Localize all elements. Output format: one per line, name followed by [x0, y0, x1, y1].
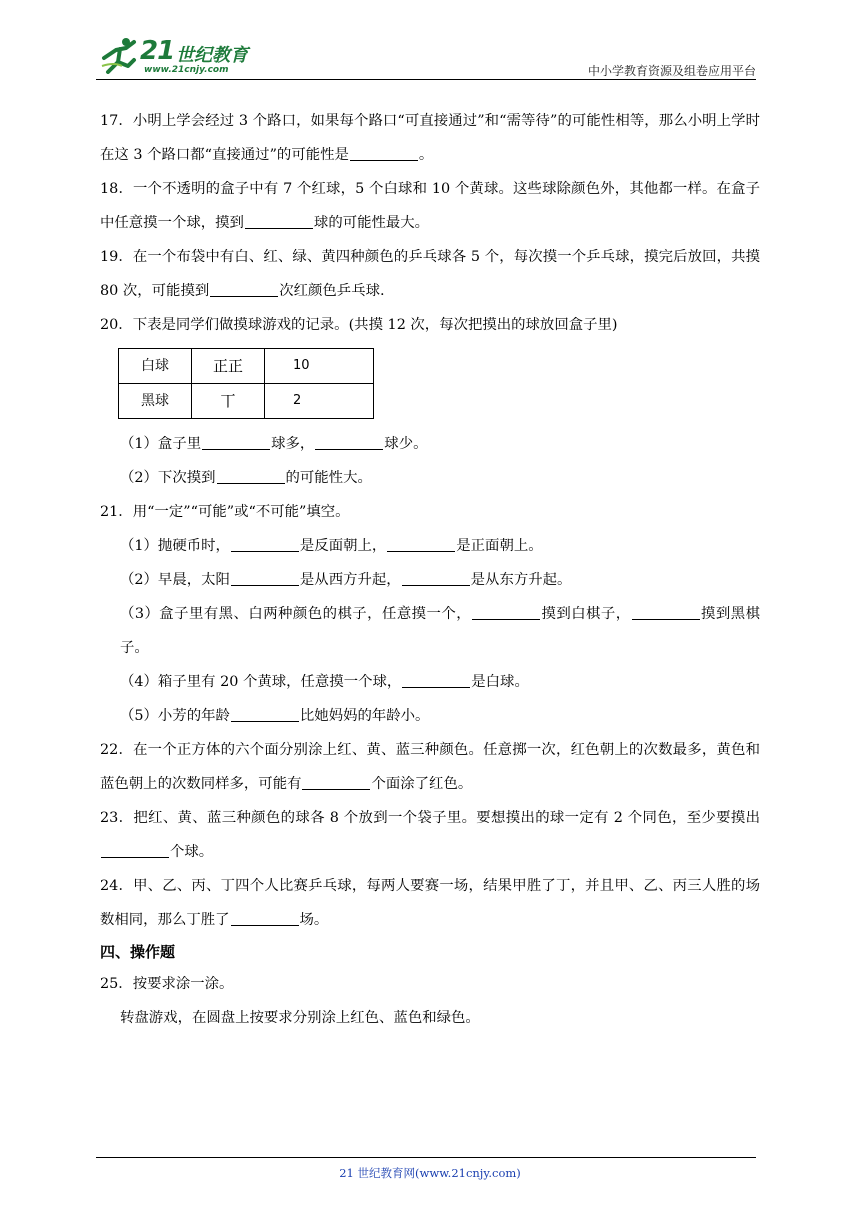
answer-blank[interactable] [231, 909, 299, 926]
tally-marks: 正正 [192, 349, 265, 384]
question-17: 17．小明上学会经过 3 个路口，如果每个路口“可直接通过”和“需等待”的可能性相等，那么小明上学时在这 3 个路口都“直接通过”的可能性是 。 [100, 113, 760, 163]
question-21-part-3: （3）盒子里有黑、白两种颜色的棋子，任意摸一个， 摸到白棋子， 摸到黑棋子。 [100, 597, 760, 665]
question-20-part-1: （1）盒子里 球多， 球少。 [100, 427, 760, 461]
header-platform-title: 中小学教育资源及组卷应用平台 [587, 64, 756, 78]
answer-blank[interactable] [472, 603, 540, 620]
tally-marks: 丅 [192, 384, 265, 419]
ball-count: 10 [265, 349, 374, 384]
question-20-part-2: （2）下次摸到 的可能性大。 [100, 461, 760, 495]
table-row [119, 349, 374, 384]
answer-blank[interactable] [245, 212, 313, 229]
ball-label: 黑球 [119, 384, 192, 419]
logo-url: www.21cnjy.com [144, 65, 229, 75]
answer-blank[interactable] [210, 280, 278, 297]
question-19: 19．在一个布袋中有白、红、绿、黄四种颜色的乒乓球各 5 个，每次摸一个乒乓球，摸完后放回，共摸 80 次，可能摸到 次红颜色乒乓球. [100, 249, 760, 299]
site-logo [96, 32, 266, 78]
question-list [100, 104, 760, 1035]
table-row [119, 384, 374, 419]
ball-count: 2 [265, 384, 374, 419]
answer-blank[interactable] [387, 535, 455, 552]
answer-blank[interactable] [315, 433, 383, 450]
section-heading: 四、操作题 [100, 943, 176, 961]
logo-name: 世纪教育 [176, 45, 248, 66]
footer-site[interactable]: 21 世纪教育网(www.21cnjy.com) [339, 1166, 521, 1180]
answer-blank[interactable] [101, 841, 169, 858]
question-25: 25．按要求涂一涂。 [100, 976, 234, 992]
question-24: 24．甲、乙、丙、丁四个人比赛乒乓球，每两人要赛一场，结果甲胜了丁，并且甲、乙、丙三人胜的场数相同，那么丁胜了 场。 [100, 878, 760, 928]
answer-blank[interactable] [231, 535, 299, 552]
question-23: 23．把红、黄、蓝三种颜色的球各 8 个放到一个袋子里。要想摸出的球一定有 2 个同色，至少要摸出个球。 [100, 810, 760, 860]
answer-blank[interactable] [402, 671, 470, 688]
ball-label: 白球 [119, 349, 192, 384]
question-25-instruction: 转盘游戏，在圆盘上按要求分别涂上红色、蓝色和绿色。 [120, 1010, 480, 1026]
logo-number: 21 [140, 36, 175, 66]
answer-blank[interactable] [231, 705, 299, 722]
answer-blank[interactable] [402, 569, 470, 586]
answer-blank[interactable] [632, 603, 700, 620]
answer-blank[interactable] [217, 467, 285, 484]
footer-divider [96, 1157, 756, 1158]
question-21-part-4: （4）箱子里有 20 个黄球，任意摸一个球， 是白球。 [100, 665, 760, 699]
question-22: 22．在一个正方体的六个面分别涂上红、黄、蓝三种颜色。任意掷一次，红色朝上的次数最多，黄色和蓝色朝上的次数同样多，可能有 个面涂了红色。 [100, 742, 760, 792]
answer-blank[interactable] [302, 773, 370, 790]
question-20: 20．下表是同学们做摸球游戏的记录。(共摸 12 次，每次把摸出的球放回盒子里) [100, 317, 618, 333]
runner-logo-icon [100, 36, 140, 74]
question-21: 21．用“一定”“可能”或“不可能”填空。 [100, 504, 350, 520]
question-18: 18．一个不透明的盒子中有 7 个红球，5 个白球和 10 个黄球。这些球除颜色外，其他都一样。在盒子中任意摸一个球，摸到 球的可能性最大。 [100, 181, 760, 231]
answer-blank[interactable] [231, 569, 299, 586]
question-21-part-5: （5）小芳的年龄 比她妈妈的年龄小。 [100, 699, 760, 733]
header-divider [96, 79, 756, 80]
answer-blank[interactable] [350, 144, 418, 161]
question-21-part-1: （1）抛硬币时， 是反面朝上， 是正面朝上。 [100, 529, 760, 563]
page-header [96, 32, 756, 80]
answer-blank[interactable] [202, 433, 270, 450]
tally-table [118, 348, 374, 419]
question-21-part-2: （2）早晨，太阳 是从西方升起， 是从东方升起。 [100, 563, 760, 597]
